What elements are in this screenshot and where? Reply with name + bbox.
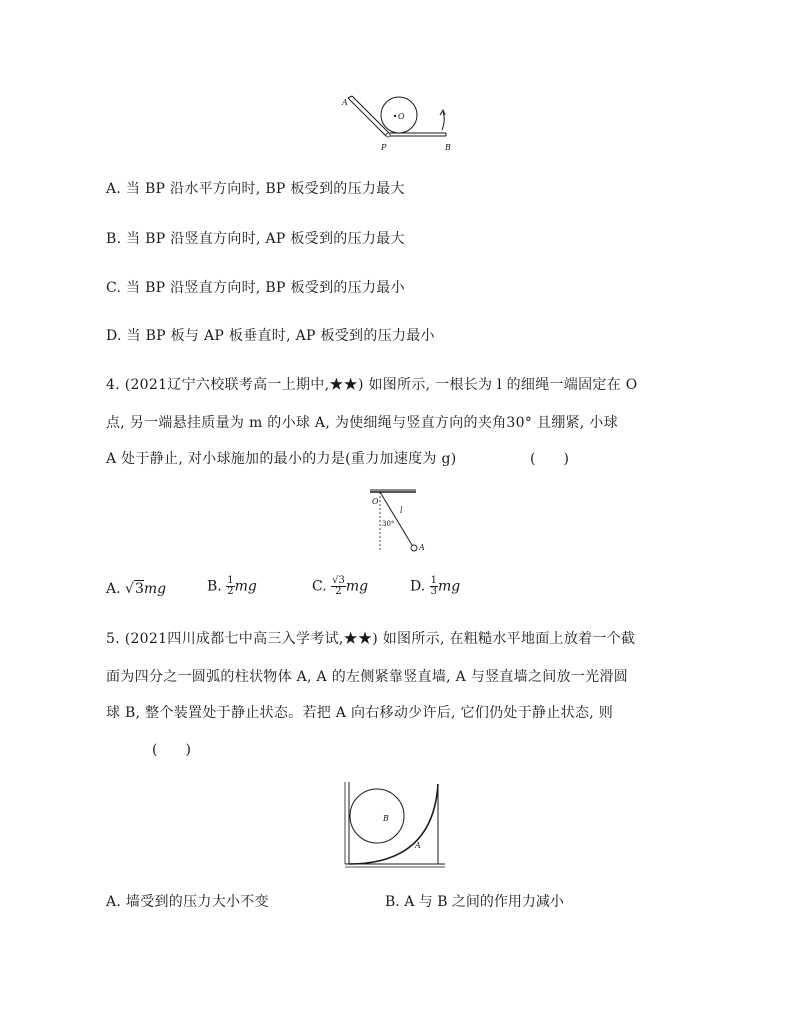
q4-option-b: B. $\frac{1}{2}$ mg	[207, 575, 257, 597]
label-a: A	[342, 98, 348, 107]
pendulum-label-angle: 30°	[382, 520, 395, 528]
q4-option-c: C. $\frac{√3}{2}$ mg	[312, 575, 369, 597]
pendulum-label-o: O	[372, 497, 379, 506]
figure-pendulum	[366, 488, 436, 560]
pendulum-label-a: A	[419, 543, 425, 552]
label-p: P	[381, 143, 387, 152]
q5-answer-paren: ( )	[152, 742, 191, 758]
q5-line-3: 球 B, 整个装置处于静止状态。若把 A 向右移动少许后, 它们仍处于静止状态, 则	[106, 705, 614, 721]
q4-line-3: A 处于静止, 对小球施加的最小的力是(重力加速度为 g)	[106, 451, 457, 467]
q4-option-d: D. $\frac{1}{3}$ mg	[410, 575, 461, 597]
q3-option-c: C. 当 BP 沿竖直方向时, BP 板受到的压力最小	[106, 280, 405, 296]
q3-option-d: D. 当 BP 板与 AP 板垂直时, AP 板受到的压力最小	[106, 328, 435, 344]
figure-boards-sphere	[338, 90, 468, 155]
label-b: B	[445, 143, 451, 152]
q4-line-2: 点, 另一端悬挂质量为 m 的小球 A, 为使细绳与竖直方向的夹角30° 且绷紧, 小球	[106, 415, 618, 431]
q5-line-2: 面为四分之一圆弧的柱状物体 A, A 的左侧紧靠竖直墙, A 与竖直墙之间放一光滑圆	[106, 669, 629, 685]
q5-line-1: 5. (2021四川成都七中高三入学考试,★★) 如图所示, 在粗糙水平地面上放着一个截	[106, 631, 636, 647]
q5-option-a: A. 墙受到的压力大小不变	[106, 894, 269, 910]
figure-wall-sphere-block	[343, 780, 448, 870]
block-label-b: B	[383, 814, 389, 823]
q5-option-b: B. A 与 B 之间的作用力减小	[385, 894, 564, 910]
q4-answer-paren: ( )	[530, 451, 569, 467]
q3-option-b: B. 当 BP 沿竖直方向时, AP 板受到的压力最大	[106, 231, 405, 247]
label-o: O	[398, 112, 405, 121]
q3-option-a: A. 当 BP 沿水平方向时, BP 板受到的压力最大	[106, 181, 405, 197]
q4-option-a: A. √3mg	[106, 581, 167, 597]
pendulum-label-l: l	[400, 506, 403, 515]
block-label-a: A	[415, 841, 421, 850]
q4-line-1: 4. (2021辽宁六校联考高一上期中,★★) 如图所示, 一根长为 l 的细绳一端固定在 O	[106, 377, 638, 393]
